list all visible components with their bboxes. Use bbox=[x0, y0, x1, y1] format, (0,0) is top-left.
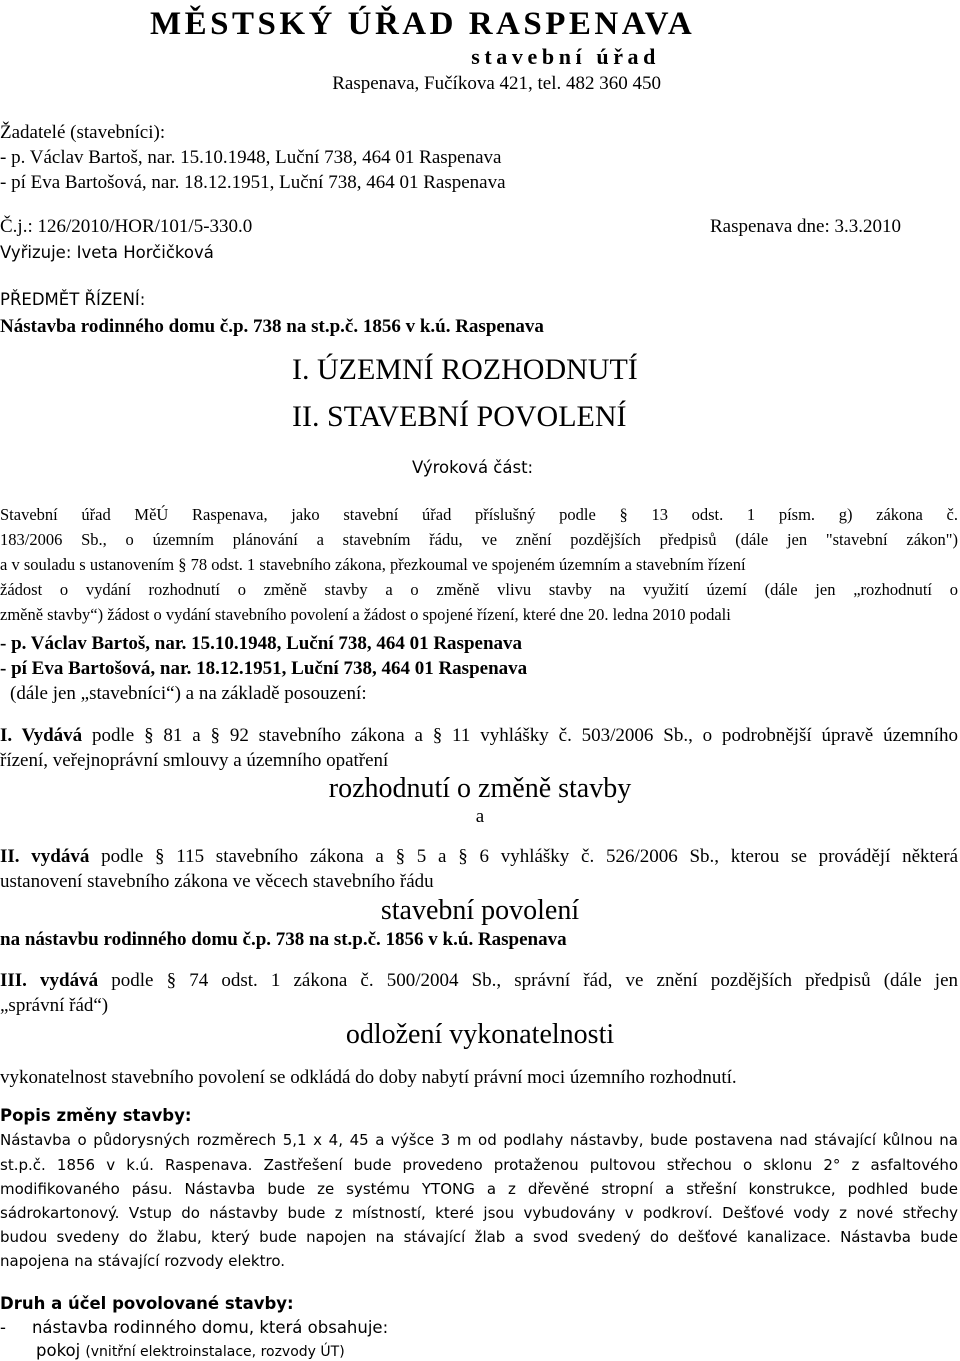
section-3-line-2: „správní řád“) bbox=[0, 995, 109, 1016]
builder-1: - p. Václav Bartoš, nar. 15.10.1948, Luční 738, 464 01 Raspenava bbox=[0, 633, 523, 654]
section-2-heading: stavební povolení bbox=[380, 895, 580, 926]
description-line-1: Nástavba o půdorysných rozměrech 5,1 x 4, 45 a výšce 3 m od podlahy nástavby, bude postavena nad stávající kůlnou na bbox=[0, 1131, 958, 1149]
description-line-4: sádrokartonový. Vstup do nástavby bude z místností, které jsou vybudovány v podkroví. Dešťové vody z nové střechy bbox=[0, 1204, 958, 1222]
section-2-lead: II. vydává bbox=[0, 846, 90, 867]
section-3-text: podle § 74 odst. 1 zákona č. 500/2004 Sb., správní řád, ve znění pozdějších předpisů (dále jen bbox=[111, 970, 959, 991]
purpose-subitem bbox=[36, 1341, 345, 1360]
description-line-5: budou svedeny do žlabu, který bude napojen na stávající žlab a svod svedený do dešťové kanalizace. Nástavba bude bbox=[0, 1228, 958, 1246]
description-line-2: st.p.č. 1856 v k.ú. Raspenava. Zastřešení bude provedeno protaženou pultovou střechou o sklonu 2° z asfaltového bbox=[0, 1156, 958, 1174]
section-2-line-1 bbox=[0, 846, 958, 868]
reference-number: Č.j.: 126/2010/HOR/101/5-330.0 bbox=[0, 216, 253, 237]
office-title: MĚSTSKÝ ÚŘAD RASPENAVA bbox=[150, 6, 696, 42]
office-subtitle: stavební úřad bbox=[471, 44, 660, 69]
office-address: Raspenava, Fučíkova 421, tel. 482 360 450 bbox=[332, 73, 661, 94]
section-3-line-1 bbox=[0, 970, 958, 992]
description-heading: Popis změny stavby: bbox=[0, 1106, 192, 1125]
conjunction: a bbox=[475, 806, 485, 827]
verdict-label: Výroková část: bbox=[412, 458, 534, 477]
purpose-dash: - bbox=[0, 1318, 6, 1337]
section-1-text: podle § 81 a § 92 stavebního zákona a § 11 vyhlášky č. 503/2006 Sb., o podrobnější úpravě územního bbox=[92, 725, 958, 746]
section-2-line-2: ustanovení stavebního zákona ve věcech stavebního řádu bbox=[0, 871, 434, 892]
applicant-1: - p. Václav Bartoš, nar. 15.10.1948, Luční 738, 464 01 Raspenava bbox=[0, 147, 502, 168]
section-3-lead: III. vydává bbox=[0, 970, 99, 991]
purpose-item-1 bbox=[0, 1318, 388, 1337]
section-1-heading: rozhodnutí o změně stavby bbox=[328, 773, 632, 804]
subject-label: PŘEDMĚT ŘÍZENÍ: bbox=[0, 290, 146, 309]
decision-title-2: II. STAVEBNÍ POVOLENÍ bbox=[292, 400, 627, 433]
section-2-text: podle § 115 stavebního zákona a § 5 a § 6 vyhlášky č. 526/2006 Sb., kterou se provádějí některá bbox=[101, 846, 959, 867]
section-1-line-1 bbox=[0, 725, 958, 747]
verdict-line-5: změně stavby“) žádost o vydání stavebního povolení a žádost o spojené řízení, které dne 20. ledna 2010 podali bbox=[0, 605, 731, 624]
section-2-subject: na nástavbu rodinného domu č.p. 738 na st.p.č. 1856 v k.ú. Raspenava bbox=[0, 929, 567, 950]
section-1-lead: I. Vydává bbox=[0, 725, 83, 746]
description-line-3: modifikovaného pásu. Nástavba bude ze systému YTONG a z dřevěné stropní a střešní konstrukce, podhled bude bbox=[0, 1180, 958, 1198]
subject-text: Nástavba rodinného domu č.p. 738 na st.p.č. 1856 v k.ú. Raspenava bbox=[0, 316, 544, 337]
description-line-6: napojena na stávající rozvody elektro. bbox=[0, 1252, 286, 1270]
verdict-line-4: žádost o vydání rozhodnutí o změně stavby a o změně vlivu stavby na využití území (dále jen „rozhodnutí o bbox=[0, 580, 958, 599]
verdict-line-1: Stavební úřad MěÚ Raspenava, jako stavební úřad příslušný podle § 13 odst. 1 písm. g) zákona č. bbox=[0, 505, 958, 524]
builders-note: (dále jen „stavebníci“) a na základě posouzení: bbox=[10, 683, 367, 704]
decision-title-1: I. ÚZEMNÍ ROZHODNUTÍ bbox=[292, 353, 638, 386]
purpose-subitem-detail: (vnitřní elektroinstalace, rozvody ÚT) bbox=[85, 1344, 345, 1360]
reference-date: Raspenava dne: 3.3.2010 bbox=[710, 216, 902, 237]
applicants-label: Žadatelé (stavebníci): bbox=[0, 122, 166, 143]
section-3-note: vykonatelnost stavebního povolení se odkládá do doby nabytí právní moci územního rozhodnutí. bbox=[0, 1067, 737, 1088]
handled-by: Vyřizuje: Iveta Horčičková bbox=[0, 243, 214, 262]
applicant-2: - pí Eva Bartošová, nar. 18.12.1951, Luční 738, 464 01 Raspenava bbox=[0, 172, 506, 193]
builder-2: - pí Eva Bartošová, nar. 18.12.1951, Luční 738, 464 01 Raspenava bbox=[0, 658, 528, 679]
purpose-subitem-main: pokoj bbox=[36, 1341, 81, 1360]
verdict-line-2: 183/2006 Sb., o územním plánování a stavebním řádu, ve znění pozdějších předpisů (dále jen "stavební zákon") bbox=[0, 530, 958, 549]
section-3-heading: odložení vykonatelnosti bbox=[345, 1019, 615, 1050]
section-1-line-2: řízení, veřejnoprávní smlouvy a územního opatření bbox=[0, 750, 389, 771]
purpose-item-text: nástavba rodinného domu, která obsahuje: bbox=[31, 1318, 389, 1337]
purpose-heading: Druh a účel povolované stavby: bbox=[0, 1294, 294, 1313]
verdict-line-3: a v souladu s ustanovením § 78 odst. 1 stavebního zákona, přezkoumal ve spojeném územním a stavebním řízení bbox=[0, 555, 746, 574]
